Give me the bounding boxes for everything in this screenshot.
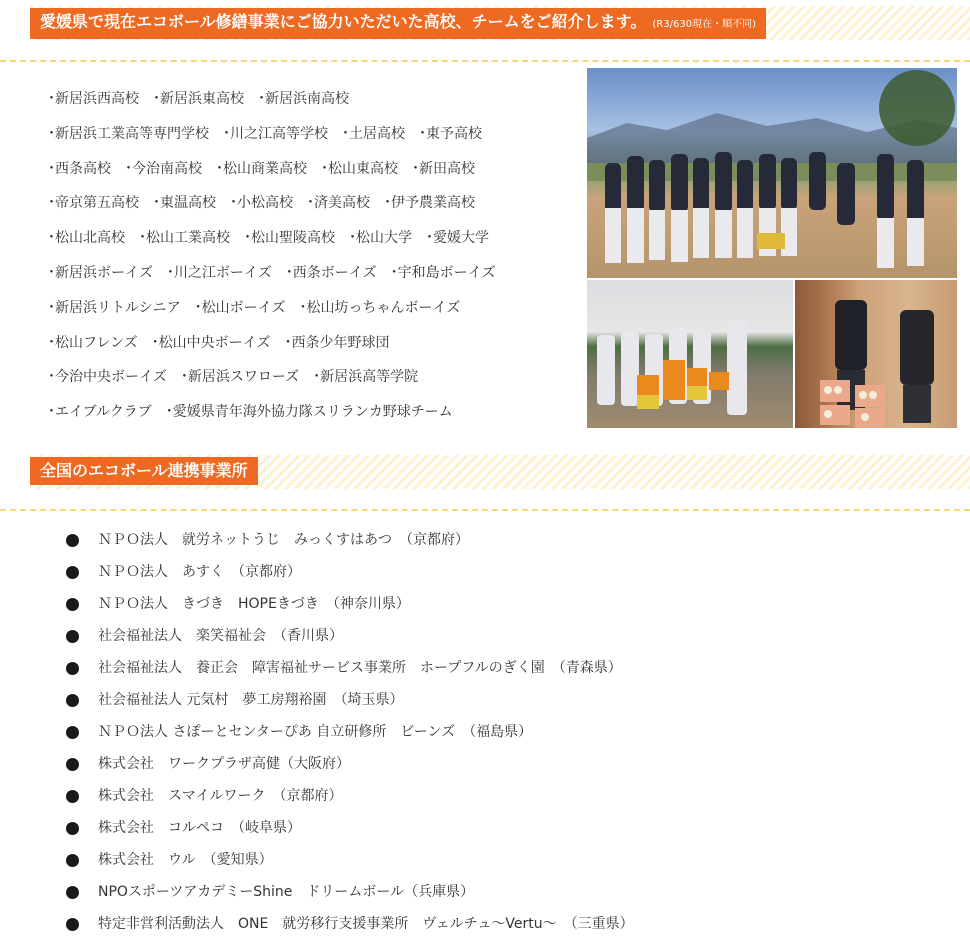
bullet-icon: [66, 630, 79, 643]
dashed-divider: [0, 60, 970, 62]
partner-name: 社会福祉法人 養正会 障害福祉サービス事業所 ホープフルのぎく園 （青森県）: [98, 660, 622, 676]
bullet-icon: [66, 694, 79, 707]
partner-item: [66, 716, 946, 748]
school-line: ･松山北高校 ･松山工業高校 ･松山聖陵高校 ･松山大学 ･愛媛大学: [48, 230, 489, 247]
bullet-icon: [66, 790, 79, 803]
partner-name: 社会福祉法人 楽笑福祉会 （香川県）: [98, 628, 343, 644]
partner-name: ＮＰＯ法人 就労ネットうじ みっくすはあつ （京都府）: [98, 532, 469, 548]
partner-name: 社会福祉法人 元気村 夢工房翔裕園 （埼玉県）: [98, 692, 404, 708]
school-line: ･松山フレンズ ･松山中央ボーイズ ･西条少年野球団: [48, 334, 390, 351]
school-line: ･新居浜ボーイズ ･川之江ボーイズ ･西条ボーイズ ･宇和島ボーイズ: [48, 264, 496, 281]
partner-name: ＮＰＯ法人 きづき HOPEきづき （神奈川県）: [98, 596, 410, 612]
bullet-icon: [66, 886, 79, 899]
partner-item: [66, 524, 946, 556]
partner-name: 株式会社 コルペコ （岐阜県）: [98, 820, 301, 836]
partner-list: [66, 524, 946, 940]
school-line: ･帝京第五高校 ･東温高校 ･小松高校 ･済美高校 ･伊予農業高校: [48, 195, 475, 212]
dashed-divider: [0, 509, 970, 511]
school-line: ･新居浜西高校 ･新居浜東高校 ･新居浜南高校: [48, 91, 349, 107]
bullet-icon: [66, 662, 79, 675]
partner-name: 株式会社 スマイルワーク （京都府）: [98, 788, 343, 804]
partner-name: ＮＰＯ法人 あすく （京都府）: [98, 564, 301, 580]
partner-item: [66, 652, 946, 684]
partner-item: [66, 620, 946, 652]
partner-item: [66, 588, 946, 620]
bullet-icon: [66, 566, 79, 579]
partner-name: 株式会社 ウル （愛知県）: [98, 852, 273, 868]
partner-name: NPOスポーツアカデミーShine ドリームボール（兵庫県）: [98, 884, 475, 900]
heading-note: (R3/630現在・順不同): [652, 19, 756, 30]
heading-text: 愛媛県で現在エコボール修繕事業にご協力いただいた高校、チームをご紹介します。: [40, 12, 647, 31]
bullet-icon: [66, 758, 79, 771]
school-line: ･今治中央ボーイズ ･新居浜スワローズ ･新居浜高等学院: [48, 369, 419, 386]
partner-item: [66, 748, 946, 780]
partner-item: [66, 556, 946, 588]
bullet-icon: [66, 726, 79, 739]
section-heading-schools: [30, 8, 766, 39]
partner-item: [66, 684, 946, 716]
bullet-icon: [66, 854, 79, 867]
school-line: ･エイブルクラブ ･愛媛県青年海外協力隊スリランカ野球チーム: [48, 404, 453, 421]
team-group-photo: [587, 68, 957, 278]
partner-item: [66, 844, 946, 876]
school-line: ･西条高校 ･今治南高校 ･松山商業高校 ･松山東高校 ･新田高校: [48, 160, 475, 177]
partner-item: [66, 876, 946, 908]
school-line: ･新居浜工業高等専門学校 ･川之江高等学校 ･土居高校 ･東予高校: [48, 125, 482, 142]
bullet-icon: [66, 598, 79, 611]
school-line: ･新居浜リトルシニア ･松山ボーイズ ･松山坊っちゃんボーイズ: [48, 299, 461, 316]
players-ball-crates-photo: [587, 280, 793, 428]
inspecting-balls-photo: [795, 280, 957, 428]
school-list: [48, 82, 588, 430]
partner-name: 株式会社 ワークプラザ高健（大阪府）: [98, 756, 350, 772]
partner-item: [66, 780, 946, 812]
partner-name: 特定非営利活動法人 ONE 就労移行支援事業所 ヴェルチュ〜Vertu〜 （三重県）: [98, 916, 634, 932]
section-heading-partners: 全国のエコボール連携事業所: [30, 457, 258, 485]
partner-name: ＮＰＯ法人 さぽーとセンターぴあ 自立研修所 ビーンズ （福島県）: [98, 724, 533, 740]
bullet-icon: [66, 822, 79, 835]
partner-item: [66, 812, 946, 844]
bullet-icon: [66, 534, 79, 547]
bullet-icon: [66, 918, 79, 931]
partner-item: [66, 908, 946, 940]
